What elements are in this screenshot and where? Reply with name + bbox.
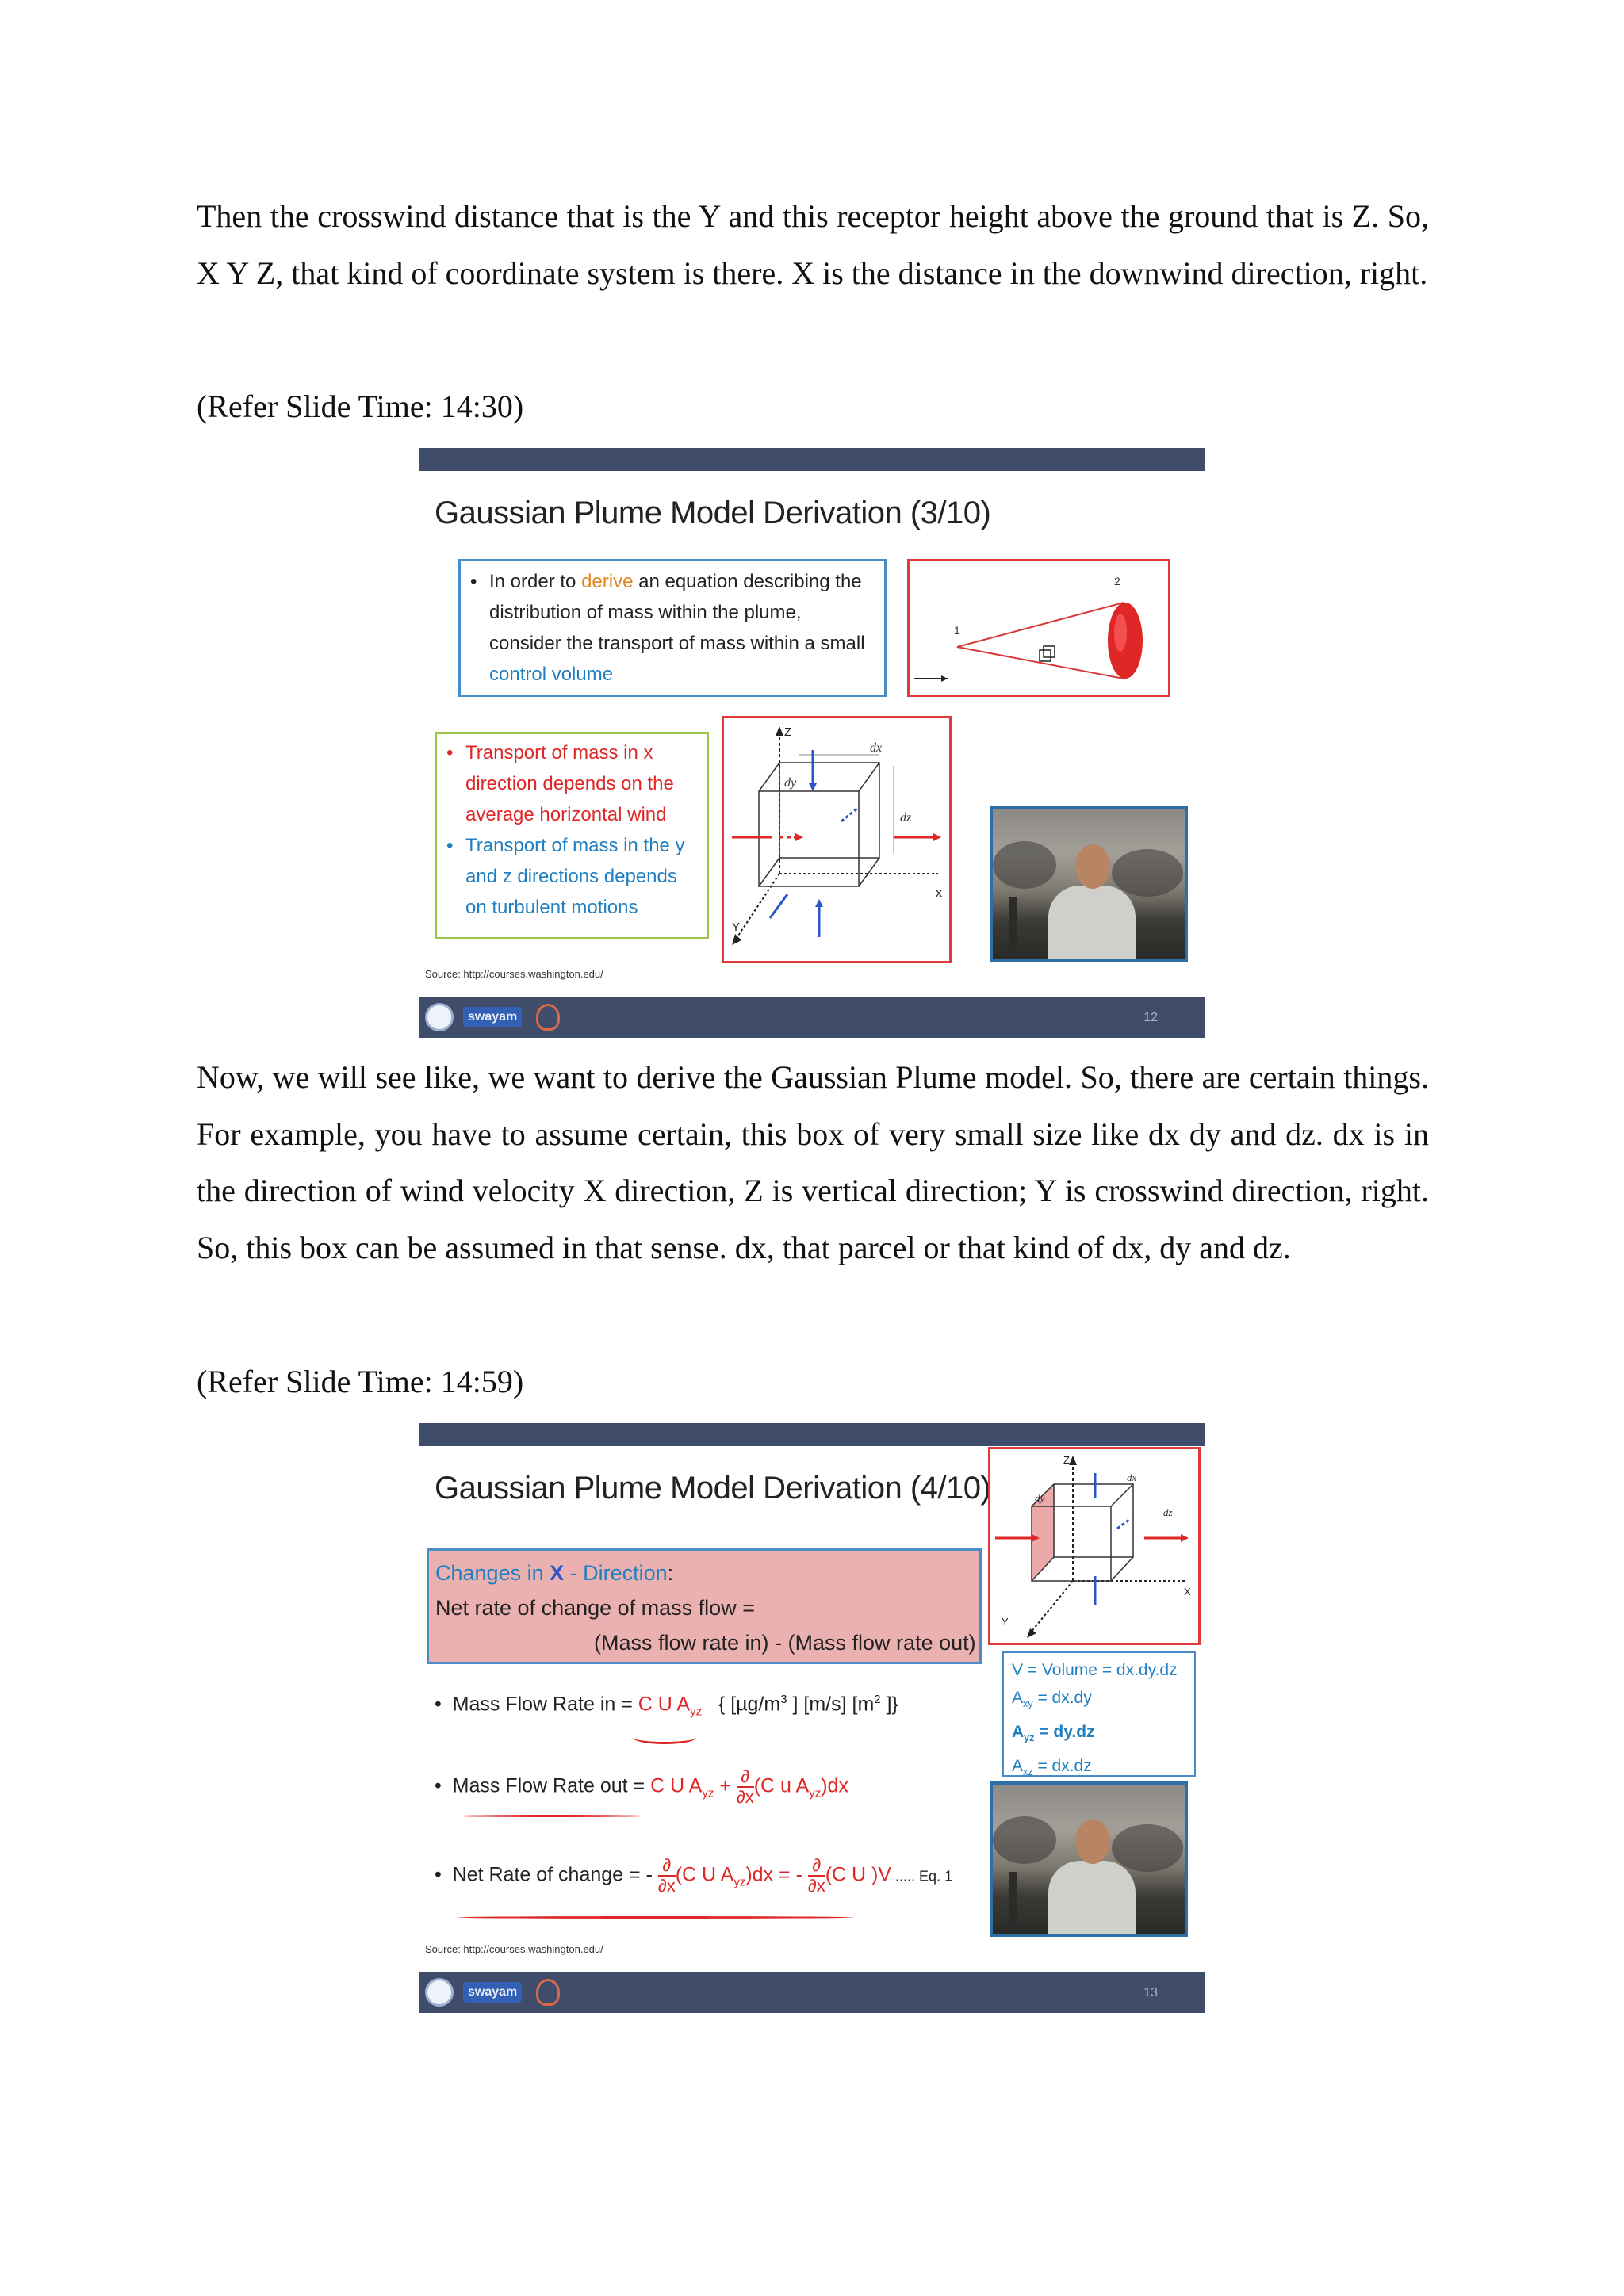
nptel-emblem-icon — [536, 1979, 560, 2006]
transport-box — [435, 732, 709, 939]
slide-top-bar — [419, 1423, 1205, 1446]
intro-box — [458, 559, 887, 697]
presenter-body — [1048, 1861, 1136, 1937]
area-xy-line: $A_{xy} = dx.dy$ — [1012, 1689, 1092, 1710]
paragraph-1: Then the crosswind distance that is the Y and this receptor height above the ground that is Z. So, X Y Z, that kind of coordinate system is there. X is the distance in the downwind direction, right. — [197, 198, 1429, 291]
slide-page-number: 12 — [1143, 1011, 1158, 1024]
iit-logo — [425, 1978, 454, 2007]
dz-label: dz — [900, 811, 912, 825]
underline-mark — [633, 1731, 696, 1744]
dy-label: dy — [1035, 1492, 1045, 1504]
slide-page-number: 13 — [1143, 1986, 1158, 1999]
chimney — [1009, 1872, 1017, 1935]
slide-bottom-bar — [419, 1972, 1205, 2013]
slide-title: Gaussian Plume Model Derivation (3/10) — [435, 496, 991, 530]
axis-z-label: Z — [784, 725, 792, 739]
intro-bullet: • In order to derive an equation describing the distribution of mass within the plume, consider the transport of mass within a small control volume — [465, 566, 878, 690]
cube-diagram — [722, 716, 952, 963]
presenter-head — [1075, 844, 1110, 889]
cube-svg — [724, 718, 949, 961]
smoke — [1112, 1824, 1183, 1872]
slide-source: Source: http://courses.washington.edu/ — [425, 968, 603, 980]
swayam-logo: swayam — [463, 1007, 522, 1027]
area-yz-line: $A_{yz} = dy.dz$ — [1012, 1723, 1095, 1744]
refer-slide-time-2: (Refer Slide Time: 14:59) — [197, 1364, 524, 1399]
presenter-head — [1075, 1820, 1110, 1864]
axis-x-label: X — [935, 887, 944, 901]
bullet-x-transport: • Transport of mass in x direction depends on the average horizontal wind — [442, 737, 703, 830]
axis-y-label: Y — [732, 920, 741, 934]
slide-13 — [419, 1423, 1205, 2013]
slide-12 — [419, 448, 1205, 1038]
net-rate-change: • Net Rate of change = - $\frac{\partial}{\partial x}$ (C U $A_{yz})dx$ = - $\frac{\partial}{\partial x}$ (C U )V ..... Eq. 1 — [435, 1855, 953, 1896]
dx-label: dx — [1127, 1471, 1137, 1483]
underline-mark — [457, 1815, 647, 1817]
plume-label-2: 2 — [1114, 575, 1120, 587]
presenter-body — [1048, 886, 1136, 962]
chimney — [1009, 897, 1017, 960]
slide-title: Gaussian Plume Model Derivation (4/10) — [435, 1471, 991, 1506]
presenter-video — [990, 806, 1188, 962]
nptel-emblem-icon — [536, 1004, 560, 1031]
changes-x-box — [427, 1548, 982, 1664]
volume-line: V = Volume = dx.dy.dz — [1012, 1661, 1178, 1679]
dy-label: dy — [784, 776, 797, 790]
smoke — [993, 1816, 1056, 1864]
dz-label: dz — [1163, 1506, 1173, 1518]
mass-flow-in: • Mass Flow Rate in = C U $A_{yz}$ { [$\mu g/m^3$ ] [m/s] [$m^2$ ]} — [435, 1693, 898, 1719]
cube-svg-small — [990, 1449, 1198, 1643]
smoke — [993, 841, 1056, 889]
bullet-yz-transport: • Transport of mass in the y and z directions depends on turbulent motions — [442, 830, 703, 923]
presenter-video — [990, 1781, 1188, 1937]
volume-box — [1002, 1651, 1196, 1777]
slide-top-bar — [419, 448, 1205, 471]
swayam-logo: swayam — [463, 1982, 522, 2003]
changes-heading: Changes in X - Direction: — [435, 1561, 674, 1585]
paragraph-2: Now, we will see like, we want to derive the Gaussian Plume model. So, there are certain things. For example, you have to assume certain, this box of very small size like dx dy and dz. dx is in the direction of wind velocity X direction, Z is vertical direction; Y is crosswind direction, right. So, this box can be assumed in that sense. dx, that parcel or that kind of dx, dy and dz. — [197, 1059, 1429, 1265]
plume-label-1: 1 — [954, 624, 960, 637]
refer-slide-time-1: (Refer Slide Time: 14:30) — [197, 388, 524, 424]
plume-svg — [910, 561, 1168, 695]
plume-diagram — [907, 559, 1170, 697]
partial-fraction: $\frac{\partial}{\partial x}$ — [736, 1766, 754, 1807]
mass-flow-out: • Mass Flow Rate out = C U $A_{yz}$ + $\frac{\partial}{\partial x}$ (C u $A_{yz})dx$ — [435, 1766, 848, 1807]
partial-fraction: $\frac{\partial}{\partial x}$ — [657, 1855, 676, 1896]
axis-y-label: Y — [1002, 1616, 1009, 1628]
axis-x-label: X — [1184, 1586, 1191, 1598]
changes-line-2: Net rate of change of mass flow = — [435, 1596, 755, 1620]
slide-source: Source: http://courses.washington.edu/ — [425, 1943, 603, 1955]
axis-z-label: Z — [1063, 1454, 1070, 1466]
dx-label: dx — [870, 741, 883, 755]
changes-line-3: (Mass flow rate in) - (Mass flow rate out) — [594, 1631, 976, 1655]
underline-mark — [457, 1916, 853, 1919]
partial-fraction: $\frac{\partial}{\partial x}$ — [807, 1855, 825, 1896]
area-xz-line: $A_{xz} = dx.dz$ — [1012, 1757, 1092, 1778]
smoke — [1112, 849, 1183, 897]
iit-logo — [425, 1003, 454, 1031]
slide-bottom-bar — [419, 997, 1205, 1038]
cube-diagram-small — [988, 1447, 1201, 1645]
